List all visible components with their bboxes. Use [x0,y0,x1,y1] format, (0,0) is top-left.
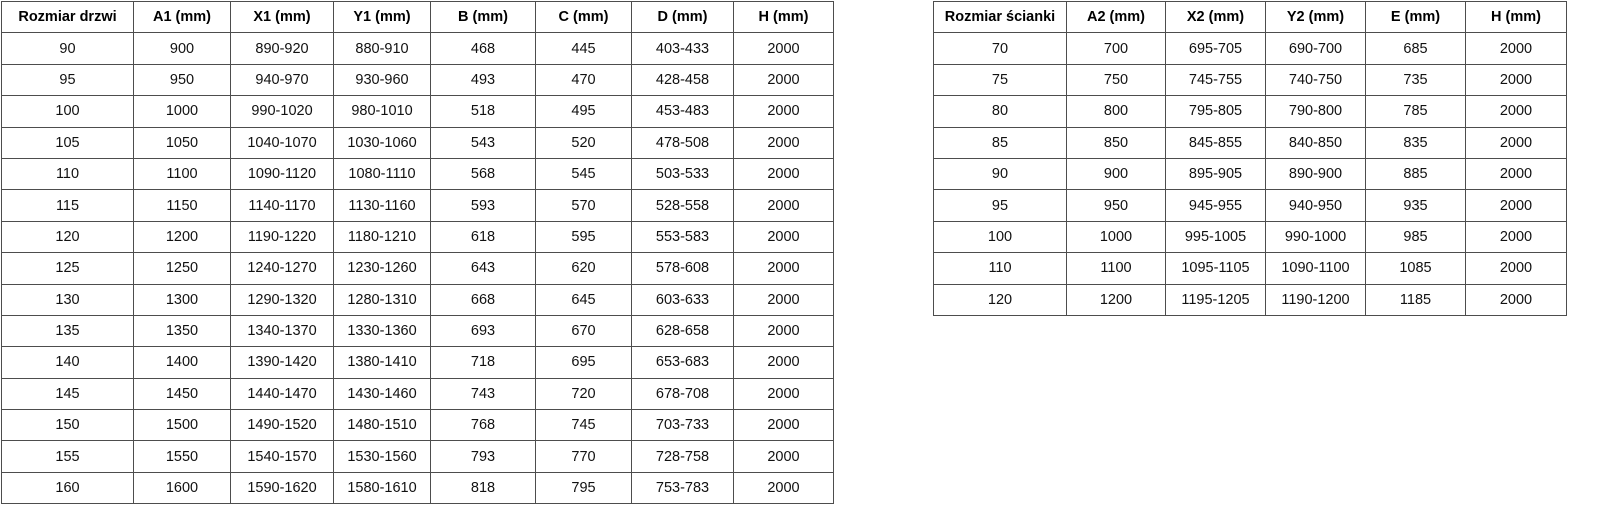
table-cell: 940-950 [1266,190,1366,221]
table-row [2,315,834,346]
table-cell: 1150 [134,190,231,221]
table-cell: 1330-1360 [334,315,431,346]
table-cell: 1240-1270 [231,253,334,284]
table-cell: 1190-1220 [231,221,334,252]
table-cell: 835 [1366,127,1466,158]
table-cell: 1230-1260 [334,253,431,284]
table-cell: 1400 [134,347,231,378]
table-cell: 603-633 [632,284,734,315]
table-cell: 643 [431,253,536,284]
table-cell: 105 [2,127,134,158]
table-cell: 618 [431,221,536,252]
table-cell: 520 [536,127,632,158]
table-cell: 2000 [1466,253,1567,284]
door-size-table-header [2,2,834,33]
table-cell: 1380-1410 [334,347,431,378]
table-cell: 1250 [134,253,231,284]
table-cell: 703-733 [632,410,734,441]
table-cell: 678-708 [632,378,734,409]
table-cell: 2000 [734,441,834,472]
table-row [2,96,834,127]
table-cell: 745 [536,410,632,441]
table-row [934,284,1567,315]
table-cell: 1190-1200 [1266,284,1366,315]
table-cell: 110 [2,158,134,189]
table-cell: 743 [431,378,536,409]
table-cell: 2000 [1466,284,1567,315]
table-cell: 160 [2,472,134,503]
table-cell: 110 [934,253,1067,284]
table-cell: 543 [431,127,536,158]
column-header: X1 (mm) [231,2,334,33]
table-cell: 528-558 [632,190,734,221]
table-cell: 845-855 [1166,127,1266,158]
door-size-table [1,1,834,504]
column-header: Rozmiar drzwi [2,2,134,33]
table-cell: 2000 [734,190,834,221]
table-cell: 120 [2,221,134,252]
table-cell: 125 [2,253,134,284]
table-cell: 570 [536,190,632,221]
table-cell: 2000 [734,127,834,158]
table-cell: 795-805 [1166,96,1266,127]
table-cell: 468 [431,33,536,64]
table-cell: 1440-1470 [231,378,334,409]
table-cell: 900 [1067,158,1166,189]
table-row [934,221,1567,252]
table-cell: 478-508 [632,127,734,158]
table-cell: 115 [2,190,134,221]
table-cell: 2000 [734,315,834,346]
table-cell: 980-1010 [334,96,431,127]
column-header: A2 (mm) [1067,2,1166,33]
table-cell: 1580-1610 [334,472,431,503]
table-cell: 2000 [1466,221,1567,252]
table-cell: 428-458 [632,64,734,95]
column-header: Y2 (mm) [1266,2,1366,33]
table-cell: 2000 [734,410,834,441]
header-row [934,2,1567,33]
table-cell: 2000 [1466,190,1567,221]
table-cell: 940-970 [231,64,334,95]
table-cell: 795 [536,472,632,503]
table-cell: 1500 [134,410,231,441]
table-cell: 1140-1170 [231,190,334,221]
table-cell: 930-960 [334,64,431,95]
table-cell: 2000 [734,253,834,284]
table-cell: 445 [536,33,632,64]
table-cell: 2000 [1466,96,1567,127]
table-cell: 990-1000 [1266,221,1366,252]
table-cell: 2000 [734,33,834,64]
table-row [934,33,1567,64]
table-cell: 1350 [134,315,231,346]
table-row [2,221,834,252]
table-row [934,158,1567,189]
table-cell: 768 [431,410,536,441]
wall-panel-size-table [933,1,1567,316]
column-header: X2 (mm) [1166,2,1266,33]
table-cell: 895-905 [1166,158,1266,189]
table-cell: 745-755 [1166,64,1266,95]
table-cell: 620 [536,253,632,284]
table-row [934,253,1567,284]
column-header: E (mm) [1366,2,1466,33]
table-row [2,64,834,95]
table-cell: 130 [2,284,134,315]
table-cell: 120 [934,284,1067,315]
table-cell: 1200 [134,221,231,252]
table-cell: 785 [1366,96,1466,127]
table-cell: 740-750 [1266,64,1366,95]
table-cell: 1040-1070 [231,127,334,158]
table-cell: 950 [1067,190,1166,221]
table-cell: 2000 [734,64,834,95]
table-row [2,158,834,189]
table-cell: 2000 [1466,158,1567,189]
table-cell: 1000 [1067,221,1166,252]
table-cell: 753-783 [632,472,734,503]
table-cell: 2000 [734,96,834,127]
table-cell: 545 [536,158,632,189]
table-cell: 493 [431,64,536,95]
table-cell: 403-433 [632,33,734,64]
table-cell: 628-658 [632,315,734,346]
table-cell: 2000 [734,472,834,503]
table-cell: 645 [536,284,632,315]
table-cell: 593 [431,190,536,221]
column-header: H (mm) [734,2,834,33]
wall-panel-size-table-body [934,33,1567,316]
table-cell: 880-910 [334,33,431,64]
table-cell: 995-1005 [1166,221,1266,252]
table-cell: 150 [2,410,134,441]
table-cell: 750 [1067,64,1166,95]
table-cell: 2000 [1466,33,1567,64]
table-cell: 2000 [734,284,834,315]
table-cell: 1090-1100 [1266,253,1366,284]
table-cell: 470 [536,64,632,95]
table-cell: 1050 [134,127,231,158]
table-row [2,253,834,284]
table-cell: 90 [934,158,1067,189]
table-cell: 693 [431,315,536,346]
table-cell: 2000 [734,378,834,409]
table-cell: 1430-1460 [334,378,431,409]
table-cell: 1030-1060 [334,127,431,158]
table-cell: 720 [536,378,632,409]
table-cell: 885 [1366,158,1466,189]
table-cell: 690-700 [1266,33,1366,64]
table-cell: 790-800 [1266,96,1366,127]
table-cell: 495 [536,96,632,127]
table-cell: 568 [431,158,536,189]
table-cell: 700 [1067,33,1166,64]
table-cell: 1300 [134,284,231,315]
table-row [2,33,834,64]
table-cell: 95 [2,64,134,95]
column-header: Y1 (mm) [334,2,431,33]
table-cell: 140 [2,347,134,378]
table-cell: 1090-1120 [231,158,334,189]
table-row [2,190,834,221]
table-cell: 80 [934,96,1067,127]
table-cell: 2000 [1466,127,1567,158]
table-cell: 1200 [1067,284,1166,315]
table-cell: 945-955 [1166,190,1266,221]
table-cell: 668 [431,284,536,315]
table-row [934,127,1567,158]
table-row [2,347,834,378]
table-cell: 1550 [134,441,231,472]
table-cell: 1000 [134,96,231,127]
table-cell: 850 [1067,127,1166,158]
table-cell: 1180-1210 [334,221,431,252]
table-cell: 670 [536,315,632,346]
table-cell: 1450 [134,378,231,409]
table-cell: 900 [134,33,231,64]
table-cell: 1530-1560 [334,441,431,472]
table-cell: 1085 [1366,253,1466,284]
table-cell: 578-608 [632,253,734,284]
table-cell: 1340-1370 [231,315,334,346]
door-size-table-body [2,33,834,504]
table-cell: 1185 [1366,284,1466,315]
table-cell: 695-705 [1166,33,1266,64]
column-header: H (mm) [1466,2,1567,33]
table-row [934,64,1567,95]
table-cell: 90 [2,33,134,64]
table-row [2,472,834,503]
wall-panel-size-table-header [934,2,1567,33]
table-cell: 1100 [1067,253,1166,284]
table-cell: 793 [431,441,536,472]
table-cell: 1490-1520 [231,410,334,441]
table-cell: 728-758 [632,441,734,472]
table-cell: 100 [934,221,1067,252]
table-cell: 735 [1366,64,1466,95]
table-cell: 800 [1067,96,1166,127]
table-cell: 2000 [1466,64,1567,95]
table-cell: 1480-1510 [334,410,431,441]
table-cell: 890-900 [1266,158,1366,189]
table-cell: 155 [2,441,134,472]
table-cell: 2000 [734,221,834,252]
table-cell: 100 [2,96,134,127]
table-cell: 553-583 [632,221,734,252]
table-cell: 818 [431,472,536,503]
table-cell: 75 [934,64,1067,95]
table-cell: 950 [134,64,231,95]
table-cell: 1100 [134,158,231,189]
table-cell: 695 [536,347,632,378]
table-cell: 70 [934,33,1067,64]
table-cell: 1080-1110 [334,158,431,189]
table-row [2,441,834,472]
table-cell: 1590-1620 [231,472,334,503]
table-cell: 595 [536,221,632,252]
column-header: A1 (mm) [134,2,231,33]
table-row [2,284,834,315]
column-header: C (mm) [536,2,632,33]
table-cell: 503-533 [632,158,734,189]
table-cell: 1095-1105 [1166,253,1266,284]
table-cell: 770 [536,441,632,472]
table-cell: 985 [1366,221,1466,252]
table-cell: 1280-1310 [334,284,431,315]
table-cell: 453-483 [632,96,734,127]
column-header: D (mm) [632,2,734,33]
table-cell: 840-850 [1266,127,1366,158]
column-header: Rozmiar ścianki [934,2,1067,33]
table-cell: 135 [2,315,134,346]
table-cell: 990-1020 [231,96,334,127]
table-cell: 653-683 [632,347,734,378]
table-cell: 1390-1420 [231,347,334,378]
table-cell: 2000 [734,158,834,189]
header-row [2,2,834,33]
table-row [2,127,834,158]
table-cell: 1540-1570 [231,441,334,472]
table-row [2,410,834,441]
table-cell: 1130-1160 [334,190,431,221]
table-cell: 1600 [134,472,231,503]
table-cell: 718 [431,347,536,378]
table-cell: 935 [1366,190,1466,221]
table-cell: 95 [934,190,1067,221]
table-cell: 518 [431,96,536,127]
table-cell: 685 [1366,33,1466,64]
table-cell: 85 [934,127,1067,158]
table-row [934,190,1567,221]
table-row [2,378,834,409]
column-header: B (mm) [431,2,536,33]
table-cell: 1195-1205 [1166,284,1266,315]
table-cell: 890-920 [231,33,334,64]
table-row [934,96,1567,127]
table-cell: 145 [2,378,134,409]
table-cell: 1290-1320 [231,284,334,315]
table-cell: 2000 [734,347,834,378]
